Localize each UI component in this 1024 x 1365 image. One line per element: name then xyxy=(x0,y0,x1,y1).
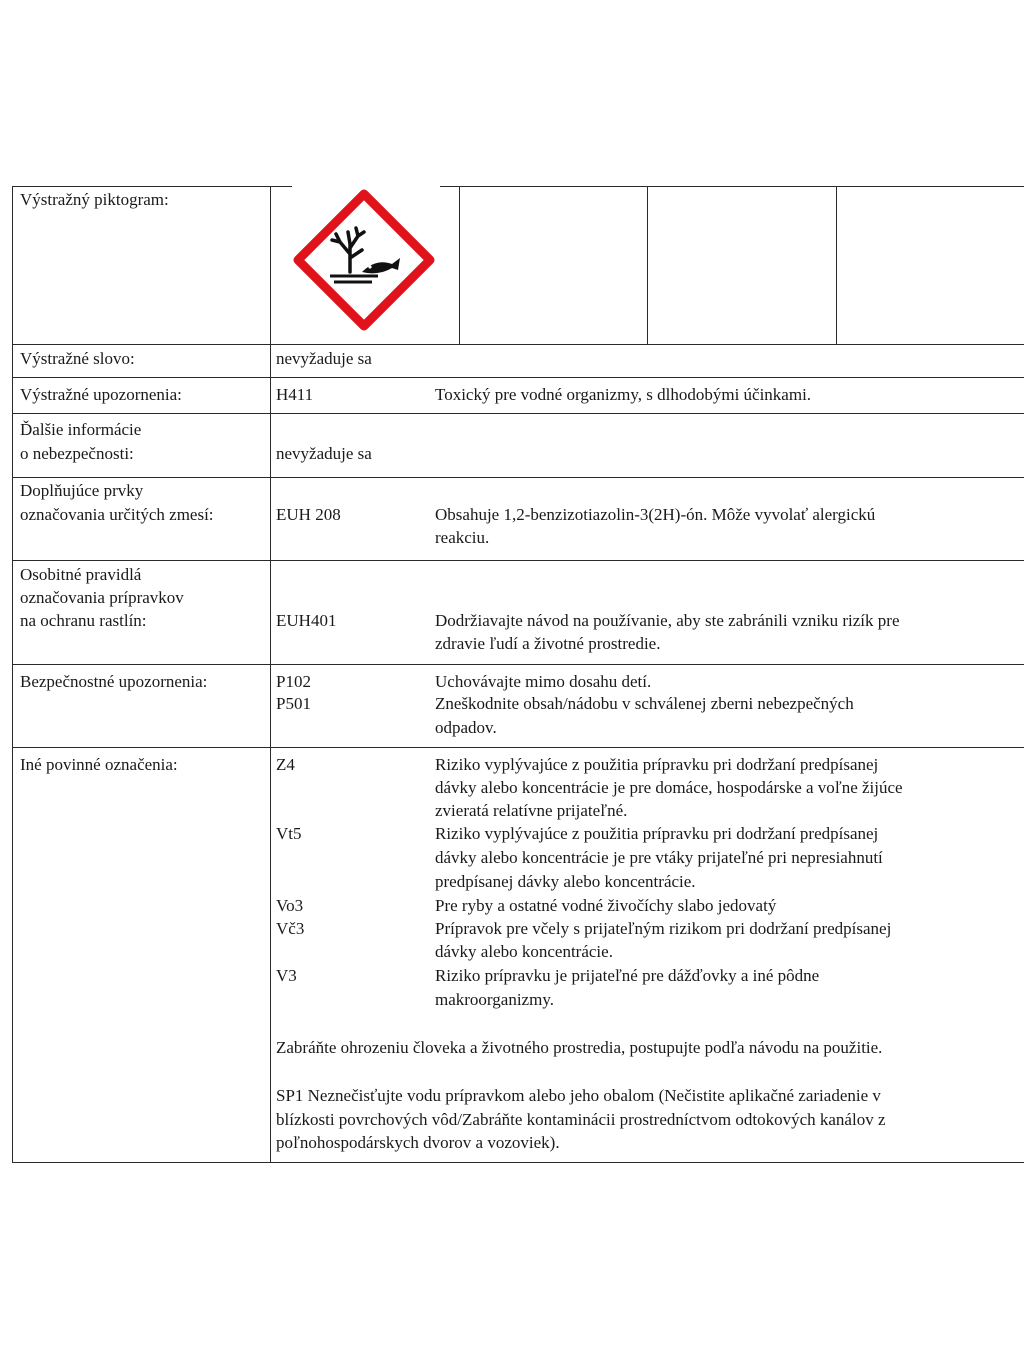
table-column-divider xyxy=(270,186,271,1162)
vt5-text-2: dávky alebo koncentrácie je pre vtáky prijateľné pri nepresiahnutí xyxy=(435,848,883,867)
pictogram-cell-divider-1 xyxy=(459,186,460,344)
row-divider xyxy=(12,413,1024,414)
hazard-code: H411 xyxy=(276,385,314,404)
precautionary-label: Bezpečnostné upozornenia: xyxy=(20,672,208,691)
additional-info-value: nevyžaduje sa xyxy=(276,444,372,463)
v3-code: V3 xyxy=(276,966,297,985)
p501-text-2: odpadov. xyxy=(435,718,497,737)
sp1-text-1: SP1 Neznečisťujte vodu prípravkom alebo jeho obalom (Nečistite aplikačné zariadenie v xyxy=(276,1086,881,1105)
row-divider xyxy=(12,377,1024,378)
signal-word-value: nevyžaduje sa xyxy=(276,349,372,368)
z4-text-2: dávky alebo koncentrácie je pre domáce, hospodárske a voľne žijúce xyxy=(435,778,903,797)
row-divider xyxy=(12,560,1024,561)
p102-code: P102 xyxy=(276,672,311,691)
ppp-label-3: na ochranu rastlín: xyxy=(20,611,147,630)
row-divider xyxy=(12,477,1024,478)
pictogram-label: Výstražný piktogram: xyxy=(20,190,169,209)
table-top-border xyxy=(12,186,292,187)
table-top-border-right xyxy=(440,186,1024,187)
ppp-text-2: zdravie ľudí a životné prostredie. xyxy=(435,634,661,653)
additional-info-label-2: o nebezpečnosti: xyxy=(20,444,134,463)
z4-code: Z4 xyxy=(276,755,295,774)
p501-code: P501 xyxy=(276,694,311,713)
hazard-label: Výstražné upozornenia: xyxy=(20,385,182,404)
ppp-label-2: označovania prípravkov xyxy=(20,588,184,607)
p102-text: Uchovávajte mimo dosahu detí. xyxy=(435,672,652,691)
signal-word-label: Výstražné slovo: xyxy=(20,349,135,368)
ve3-text-2: dávky alebo koncentrácie. xyxy=(435,942,613,961)
v3-text-1: Riziko prípravku je prijateľné pre dážďovky a iné pôdne xyxy=(435,966,820,985)
p501-text-1: Zneškodnite obsah/nádobu v schválenej zberni nebezpečných xyxy=(435,694,854,713)
vt5-text-1: Riziko vyplývajúce z použitia prípravku pri dodržaní predpísanej xyxy=(435,824,879,843)
supplemental-text-2: reakciu. xyxy=(435,528,490,547)
pictogram-cell-divider-3 xyxy=(836,186,837,344)
v3-text-2: makroorganizmy. xyxy=(435,990,554,1009)
vo3-code: Vo3 xyxy=(276,896,304,915)
pictogram-cell-divider-2 xyxy=(647,186,648,344)
vt5-code: Vt5 xyxy=(276,824,302,843)
ppp-label-1: Osobitné pravidlá xyxy=(20,565,142,584)
supplemental-label-2: označovania určitých zmesí: xyxy=(20,505,214,524)
vo3-text: Pre ryby a ostatné vodné živočíchy slabo jedovatý xyxy=(435,896,777,915)
additional-info-label-1: Ďalšie informácie xyxy=(20,420,142,439)
row-divider xyxy=(12,344,1024,345)
other-label: Iné povinné označenia: xyxy=(20,755,178,774)
row-divider xyxy=(12,664,1024,665)
protect-text: Zabráňte ohrozeniu človeka a životného prostredia, postupujte podľa návodu na použitie. xyxy=(276,1038,883,1057)
supplemental-text-1: Obsahuje 1,2-benzizotiazolin-3(2H)-ón. Môže vyvolať alergickú xyxy=(435,505,876,524)
vt5-text-3: predpísanej dávky alebo koncentrácie. xyxy=(435,872,696,891)
row-divider xyxy=(12,1162,1024,1163)
sp1-text-3: poľnohospodárskych dvorov a vozoviek). xyxy=(276,1133,560,1152)
supplemental-label-1: Doplňujúce prvky xyxy=(20,481,144,500)
ppp-code: EUH401 xyxy=(276,611,337,630)
z4-text-1: Riziko vyplývajúce z použitia prípravku pri dodržaní predpísanej xyxy=(435,755,879,774)
hazard-text: Toxický pre vodné organizmy, s dlhodobými účinkami. xyxy=(435,385,812,404)
row-divider xyxy=(12,747,1024,748)
ppp-text-1: Dodržiavajte návod na používanie, aby ste zabránili vzniku rizík pre xyxy=(435,611,900,630)
ve3-text-1: Prípravok pre včely s prijateľným rizikom pri dodržaní predpísanej xyxy=(435,919,892,938)
z4-text-3: zvieratá relatívne prijateľné. xyxy=(435,801,628,820)
sp1-text-2: blízkosti povrchových vôd/Zabráňte kontaminácii prostredníctvom odtokových kanálov z xyxy=(276,1110,886,1129)
ve3-code: Vč3 xyxy=(276,919,305,938)
table-left-border xyxy=(12,186,13,1162)
environment-hazard-icon xyxy=(292,188,436,332)
supplemental-code: EUH 208 xyxy=(276,505,341,524)
